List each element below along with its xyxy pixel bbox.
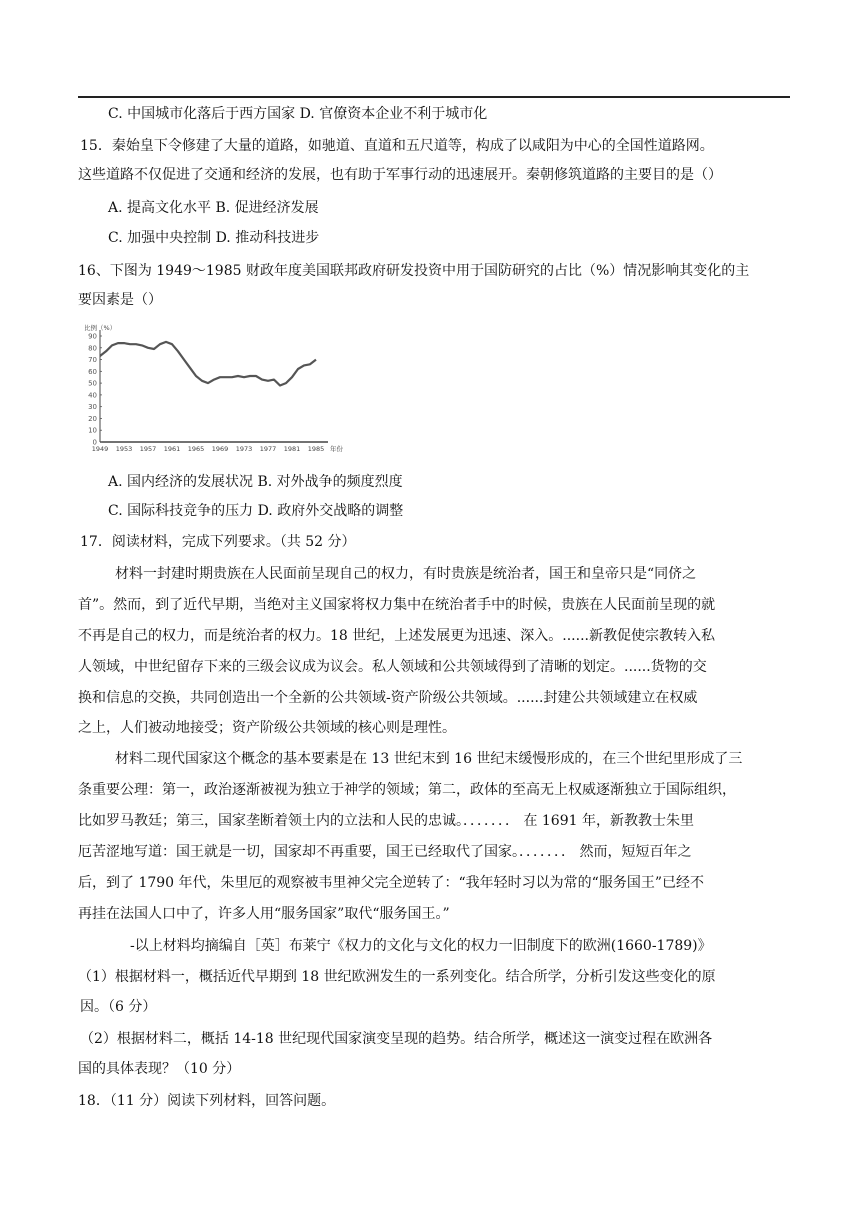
y-tick-label: 90 [88,332,97,341]
q17-sub1-line2: 因。（6 分） [80,999,157,1015]
x-tick-label: 1981 [283,445,301,453]
y-tick-label: 20 [88,414,97,423]
material2-line6: 再挂在法国人口中了，许多人用“服务国家”取代“服务国王。” [78,906,450,922]
q14-options-cd: C. 中国城市化落后于西方国家 D. 官僚资本企业不利于城市化 [108,106,488,122]
x-tick-label: 1953 [115,445,133,453]
source-citation: -以上材料均摘编自［英］布莱宁《权力的文化与文化的权力一旧制度下的欧洲(1660-1789)》 [130,938,712,954]
material1-line1: 材料一封建时期贵族在人民面前呈现自己的权力，有时贵族是统治者，国王和皇帝只是“同侪之 [115,566,697,582]
y-tick-label: 50 [88,379,97,388]
header-rule [78,96,790,98]
x-tick-label: 1957 [139,445,157,453]
series-line [100,342,316,386]
q18-stem: 18．（11 分）阅读下列材料，回答问题。 [78,1093,336,1109]
q16-stem-line1: 16、下图为 1949～1985 财政年度美国联邦政府研发投资中用于国防研究的占比（%）情况影响其变化的主 [78,263,750,279]
material1-line3: 不再是自己的权力，而是统治者的权力。18 世纪，上述发展更为迅速、深入。......新教促使宗教转入私 [78,628,715,644]
x-tick-label: 1985 [307,445,325,453]
q16-options-cd: C. 国际科技竞争的压力 D. 政府外交战略的调整 [108,503,404,519]
material1-line5: 换和信息的交换，共同创造出一个全新的公共领域-资产阶级公共领域。......封建公共领域建立在权威 [78,690,698,706]
q17-sub2-line1: （2）根据材料二，概括 14-18 世纪现代国家演变呈现的趋势。结合所学，概述这一演变过程在欧洲各 [80,1031,713,1047]
defense-rd-chart [84,320,344,460]
q15-options-cd: C. 加强中央控制 D. 推动科技进步 [108,230,320,246]
y-tick-label: 10 [88,426,97,435]
material2-line5: 后，到了 1790 年代，朱里厄的观察被韦里神父完全逆转了：“我年轻时习以为常的“服务国王”已经不 [78,875,704,891]
x-tick-label: 1969 [211,445,229,453]
y-axis-label: 比例（%） [84,324,117,332]
material2-line3: 比如罗马教廷；第三，国家垄断着领土内的立法和人民的忠诚。．．．．．．． 在 1691 年，新教教士朱里 [78,813,694,829]
y-tick-label: 70 [88,356,97,365]
y-tick-label: 30 [88,403,97,412]
q15-options-ab: A. 提高文化水平 B. 促进经济发展 [108,200,319,216]
material1-line6: 之上，人们被动地接受；资产阶级公共领域的核心则是理性。 [78,720,456,736]
x-tick-label: 1977 [259,445,277,453]
q16-stem-line2: 要因素是（） [78,292,162,308]
q17-sub1-line1: （1）根据材料一，概括近代早期到 18 世纪欧洲发生的一系列变化。结合所学，分析引发这些变化的原 [78,969,716,985]
y-tick-label: 60 [88,367,97,376]
q15-stem-line2: 这些道路不仅促进了交通和经济的发展，也有助于军事行动的迅速展开。秦朝修筑道路的主要目的是（） [78,167,722,183]
y-tick-label: 40 [88,391,97,400]
x-tick-label: 1965 [187,445,205,453]
x-tick-label: 1949 [91,445,109,453]
y-tick-label: 0 [92,438,97,447]
material1-line2: 首”。然而，到了近代早期，当绝对主义国家将权力集中在统治者手中的时候，贵族在人民面前呈现的就 [78,597,716,613]
x-tick-label: 1961 [163,445,181,453]
material1-line4: 人领域，中世纪留存下来的三级会议成为议会。私人领域和公共领域得到了清晰的划定。......货物的交 [78,659,707,675]
x-axis-label: 年份 [330,445,343,453]
y-tick-label: 80 [88,344,97,353]
q15-stem-line1: 15．秦始皇下令修建了大量的道路，如驰道、直道和五尺道等，构成了以咸阳为中心的全国性道路网。 [80,138,714,154]
material2-line2: 条重要公理：第一，政治逐渐被视为独立于神学的领域；第二，政体的至高无上权威逐渐独立于国际组织， [78,782,736,798]
material2-line4: 厄苦涩地写道：国王就是一切，国家却不再重要，国王已经取代了国家。．．．．．．． 然而，短短百年之 [78,844,692,860]
q17-sub2-line2: 国的具体表现？（10 分） [78,1061,241,1077]
x-tick-label: 1973 [235,445,253,453]
q16-options-ab: A. 国内经济的发展状况 B. 对外战争的频度烈度 [108,474,403,490]
material2-line1: 材料二现代国家这个概念的基本要素是在 13 世纪末到 16 世纪末缓慢形成的，在三个世纪里形成了三 [115,751,743,767]
q17-stem: 17．阅读材料，完成下列要求。（共 52 分） [80,534,356,550]
